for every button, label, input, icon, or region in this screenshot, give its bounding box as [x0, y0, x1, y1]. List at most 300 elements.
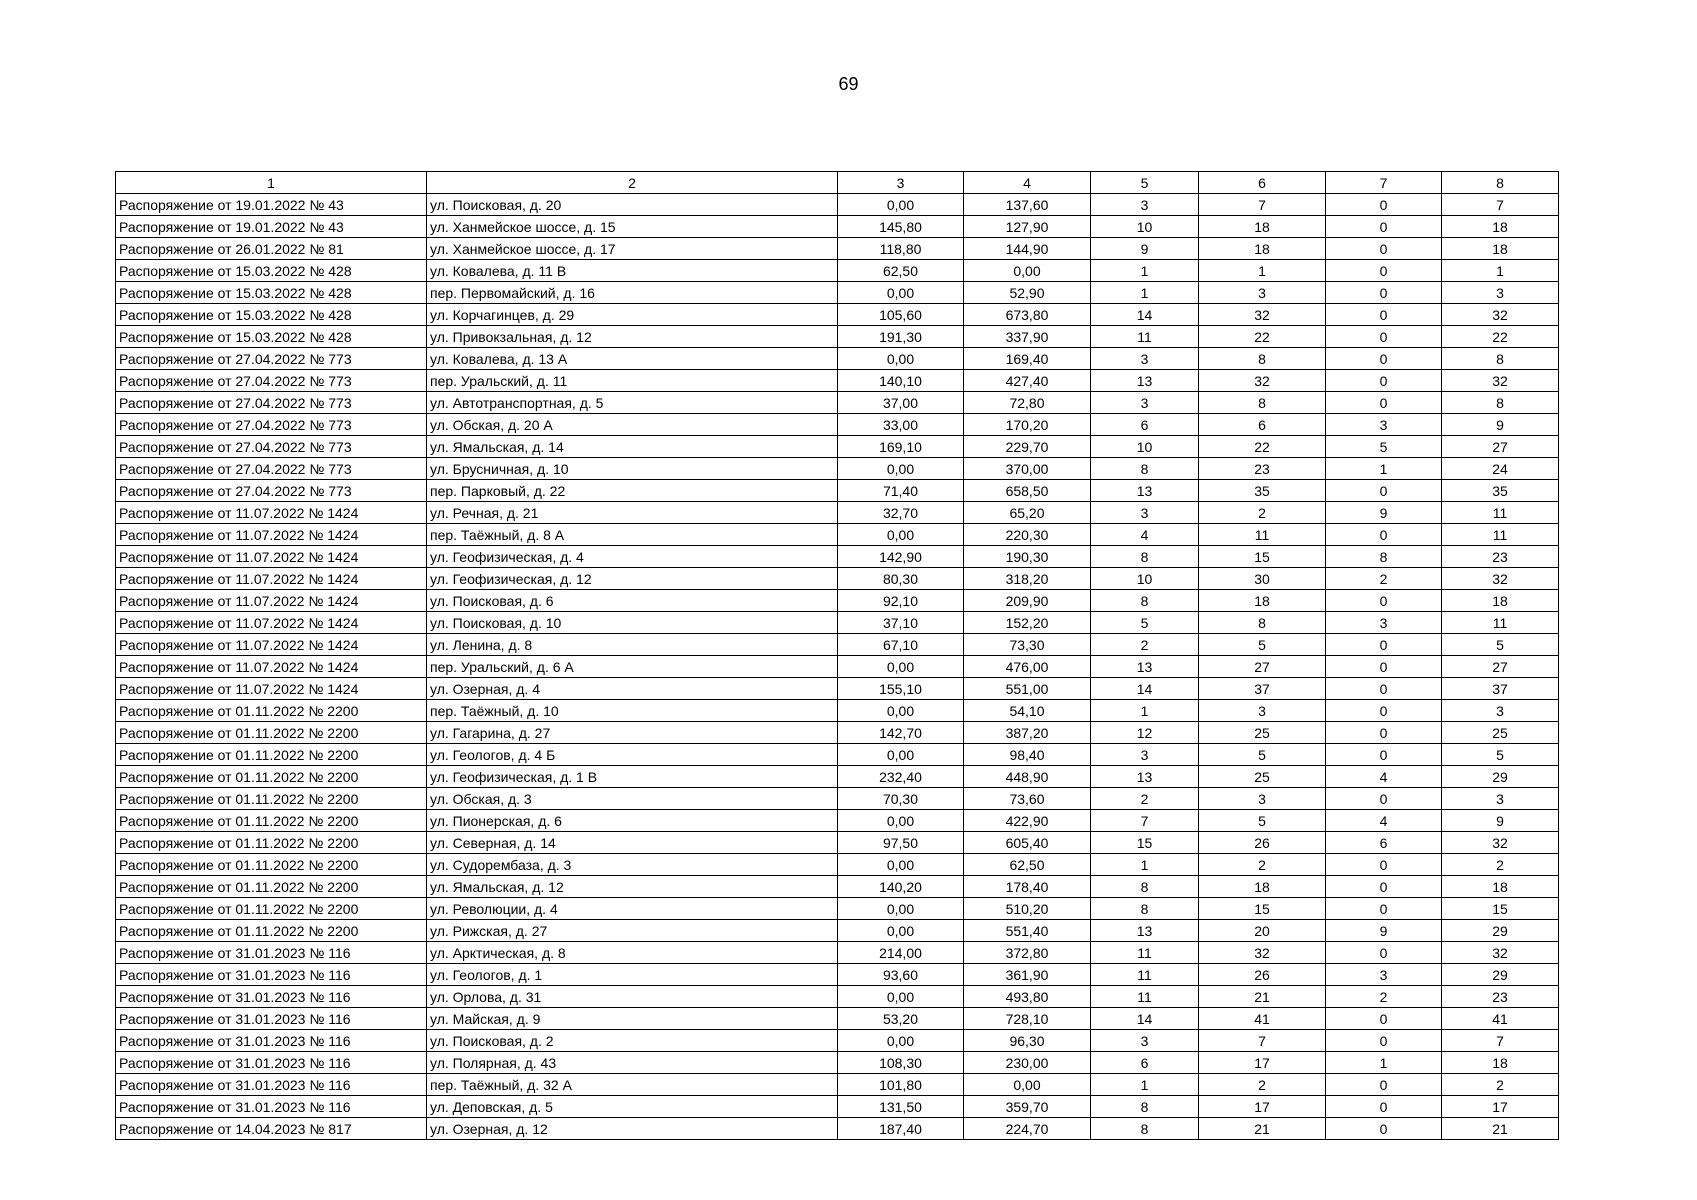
table-cell: 6 — [1199, 414, 1326, 436]
table-cell: 3 — [1442, 788, 1559, 810]
table-cell: 8 — [1199, 348, 1326, 370]
table-cell: 169,10 — [838, 436, 964, 458]
table-body — [116, 194, 1559, 1140]
table-cell: 224,70 — [964, 1118, 1091, 1140]
table-cell: 32 — [1442, 370, 1559, 392]
table-cell: 11 — [1091, 964, 1199, 986]
table-cell: 41 — [1442, 1008, 1559, 1030]
table-cell: 190,30 — [964, 546, 1091, 568]
table-cell: 32 — [1199, 370, 1326, 392]
table-row — [116, 1030, 1559, 1052]
table-cell: 0,00 — [838, 920, 964, 942]
table-cell: ул. Ханмейское шоссе, д. 15 — [427, 216, 838, 238]
table-cell: 18 — [1442, 590, 1559, 612]
table-cell: 37 — [1199, 678, 1326, 700]
table-cell: 26 — [1199, 964, 1326, 986]
table-cell: 0 — [1326, 1096, 1442, 1118]
table-cell: Распоряжение от 15.03.2022 № 428 — [116, 326, 427, 348]
table-row — [116, 854, 1559, 876]
table-cell: 23 — [1442, 986, 1559, 1008]
table-cell: 1 — [1326, 458, 1442, 480]
table-cell: Распоряжение от 31.01.2023 № 116 — [116, 986, 427, 1008]
table-cell: 372,80 — [964, 942, 1091, 964]
table-cell: 21 — [1199, 986, 1326, 1008]
table-cell: 18 — [1199, 590, 1326, 612]
table-row — [116, 1074, 1559, 1096]
table-cell: 9 — [1091, 238, 1199, 260]
table-cell: 8 — [1091, 546, 1199, 568]
table-cell: 0,00 — [838, 524, 964, 546]
table-cell: 32 — [1442, 832, 1559, 854]
table-cell: 52,90 — [964, 282, 1091, 304]
table-cell: 18 — [1442, 216, 1559, 238]
table-cell: 12 — [1091, 722, 1199, 744]
table-cell: 32 — [1442, 942, 1559, 964]
table-row — [116, 656, 1559, 678]
table-cell: 6 — [1326, 832, 1442, 854]
table-cell: 29 — [1442, 766, 1559, 788]
table-cell: 551,40 — [964, 920, 1091, 942]
table-cell: Распоряжение от 14.04.2023 № 817 — [116, 1118, 427, 1140]
table-cell: 37,10 — [838, 612, 964, 634]
table-cell: 11 — [1091, 942, 1199, 964]
table-cell: 131,50 — [838, 1096, 964, 1118]
table-cell: 0,00 — [964, 260, 1091, 282]
table-cell: 11 — [1091, 986, 1199, 1008]
table-cell: 18 — [1442, 1052, 1559, 1074]
table-cell: ул. Геологов, д. 4 Б — [427, 744, 838, 766]
table-cell: ул. Ковалева, д. 11 В — [427, 260, 838, 282]
table-cell: 0 — [1326, 370, 1442, 392]
table-cell: 3 — [1091, 744, 1199, 766]
table-row — [116, 898, 1559, 920]
table-cell: 493,80 — [964, 986, 1091, 1008]
table-cell: Распоряжение от 01.11.2022 № 2200 — [116, 810, 427, 832]
table-cell: 97,50 — [838, 832, 964, 854]
table-cell: 230,00 — [964, 1052, 1091, 1074]
table-cell: 15 — [1091, 832, 1199, 854]
table-cell: 155,10 — [838, 678, 964, 700]
table-row — [116, 238, 1559, 260]
table-row — [116, 612, 1559, 634]
table-row — [116, 194, 1559, 216]
table-cell: ул. Деповская, д. 5 — [427, 1096, 838, 1118]
table-cell: 15 — [1199, 546, 1326, 568]
table-cell: ул. Поисковая, д. 6 — [427, 590, 838, 612]
table-cell: 17 — [1199, 1096, 1326, 1118]
table-cell: ул. Озерная, д. 4 — [427, 678, 838, 700]
table-cell: 6 — [1091, 414, 1199, 436]
table-cell: 0,00 — [838, 700, 964, 722]
table-cell: Распоряжение от 27.04.2022 № 773 — [116, 458, 427, 480]
table-cell: 96,30 — [964, 1030, 1091, 1052]
table-row — [116, 590, 1559, 612]
table-cell: 65,20 — [964, 502, 1091, 524]
table-cell: 33,00 — [838, 414, 964, 436]
table-cell: 7 — [1199, 194, 1326, 216]
table-cell: 0,00 — [838, 656, 964, 678]
table-cell: 32 — [1442, 304, 1559, 326]
table-cell: 0 — [1326, 304, 1442, 326]
table-cell: 0 — [1326, 326, 1442, 348]
table-cell: 427,40 — [964, 370, 1091, 392]
table-cell: 70,30 — [838, 788, 964, 810]
table-cell: 9 — [1442, 414, 1559, 436]
table-cell: 3 — [1442, 282, 1559, 304]
table-cell: Распоряжение от 31.01.2023 № 116 — [116, 964, 427, 986]
table-cell: 21 — [1442, 1118, 1559, 1140]
table-cell: Распоряжение от 01.11.2022 № 2200 — [116, 744, 427, 766]
table-cell: 359,70 — [964, 1096, 1091, 1118]
table-cell: 0 — [1326, 392, 1442, 414]
table-cell: 24 — [1442, 458, 1559, 480]
table-cell: 18 — [1199, 216, 1326, 238]
column-header: 2 — [427, 172, 838, 194]
table-cell: 209,90 — [964, 590, 1091, 612]
table-cell: Распоряжение от 31.01.2023 № 116 — [116, 1096, 427, 1118]
table-cell: 37 — [1442, 678, 1559, 700]
table-cell: 9 — [1442, 810, 1559, 832]
table-cell: 32 — [1442, 568, 1559, 590]
table-cell: Распоряжение от 31.01.2023 № 116 — [116, 1030, 427, 1052]
table-cell: 62,50 — [838, 260, 964, 282]
table-cell: Распоряжение от 01.11.2022 № 2200 — [116, 876, 427, 898]
table-cell: 0 — [1326, 282, 1442, 304]
table-cell: 3 — [1326, 964, 1442, 986]
table-cell: Распоряжение от 11.07.2022 № 1424 — [116, 634, 427, 656]
table-cell: ул. Ковалева, д. 13 А — [427, 348, 838, 370]
table-cell: 11 — [1442, 502, 1559, 524]
table-header-row — [116, 172, 1559, 194]
column-header: 8 — [1442, 172, 1559, 194]
table-cell: 25 — [1199, 766, 1326, 788]
table-row — [116, 876, 1559, 898]
table-cell: 232,40 — [838, 766, 964, 788]
table-cell: 22 — [1199, 436, 1326, 458]
table-cell: 10 — [1091, 216, 1199, 238]
table-cell: 8 — [1091, 458, 1199, 480]
table-cell: 27 — [1442, 436, 1559, 458]
table-cell: 169,40 — [964, 348, 1091, 370]
table-cell: 2 — [1199, 502, 1326, 524]
table-row — [116, 348, 1559, 370]
table-cell: Распоряжение от 19.01.2022 № 43 — [116, 216, 427, 238]
table-row — [116, 700, 1559, 722]
table-cell: 127,90 — [964, 216, 1091, 238]
table-cell: 105,60 — [838, 304, 964, 326]
table-cell: 101,80 — [838, 1074, 964, 1096]
table-cell: 53,20 — [838, 1008, 964, 1030]
table-cell: 2 — [1091, 788, 1199, 810]
table-cell: Распоряжение от 11.07.2022 № 1424 — [116, 502, 427, 524]
table-cell: 11 — [1199, 524, 1326, 546]
table-cell: 8 — [1199, 612, 1326, 634]
table-cell: 23 — [1442, 546, 1559, 568]
table-cell: 3 — [1326, 612, 1442, 634]
table-row — [116, 942, 1559, 964]
table-cell: 0,00 — [838, 348, 964, 370]
table-cell: 1 — [1199, 260, 1326, 282]
table-cell: 1 — [1091, 854, 1199, 876]
table-cell: 0 — [1326, 260, 1442, 282]
table-cell: Распоряжение от 27.04.2022 № 773 — [116, 480, 427, 502]
table-cell: 0 — [1326, 876, 1442, 898]
table-cell: ул. Привокзальная, д. 12 — [427, 326, 838, 348]
table-cell: 98,40 — [964, 744, 1091, 766]
table-cell: 14 — [1091, 678, 1199, 700]
table-cell: 387,20 — [964, 722, 1091, 744]
table-cell: 5 — [1442, 634, 1559, 656]
table-cell: Распоряжение от 27.04.2022 № 773 — [116, 414, 427, 436]
table-cell: 35 — [1199, 480, 1326, 502]
table-cell: 17 — [1442, 1096, 1559, 1118]
table-cell: 1 — [1091, 1074, 1199, 1096]
table-cell: 229,70 — [964, 436, 1091, 458]
table-cell: 92,10 — [838, 590, 964, 612]
table-cell: пер. Уральский, д. 6 А — [427, 656, 838, 678]
table-cell: Распоряжение от 15.03.2022 № 428 — [116, 282, 427, 304]
table-cell: 370,00 — [964, 458, 1091, 480]
table-cell: Распоряжение от 27.04.2022 № 773 — [116, 348, 427, 370]
table-cell: Распоряжение от 11.07.2022 № 1424 — [116, 656, 427, 678]
table-cell: 2 — [1326, 986, 1442, 1008]
table-cell: ул. Революции, д. 4 — [427, 898, 838, 920]
table-cell: 72,80 — [964, 392, 1091, 414]
column-header: 6 — [1199, 172, 1326, 194]
table-row — [116, 546, 1559, 568]
table-cell: ул. Геофизическая, д. 4 — [427, 546, 838, 568]
table-cell: 140,20 — [838, 876, 964, 898]
table-row — [116, 986, 1559, 1008]
table-cell: 0 — [1326, 1074, 1442, 1096]
table-cell: 73,30 — [964, 634, 1091, 656]
table-cell: 10 — [1091, 568, 1199, 590]
table-cell: 8 — [1091, 1118, 1199, 1140]
table-cell: Распоряжение от 15.03.2022 № 428 — [116, 304, 427, 326]
table-cell: 422,90 — [964, 810, 1091, 832]
table-cell: 0 — [1326, 590, 1442, 612]
table-cell: Распоряжение от 11.07.2022 № 1424 — [116, 524, 427, 546]
table-cell: 118,80 — [838, 238, 964, 260]
table-cell: ул. Поисковая, д. 2 — [427, 1030, 838, 1052]
table-cell: пер. Таёжный, д. 32 А — [427, 1074, 838, 1096]
table-cell: 20 — [1199, 920, 1326, 942]
table-row — [116, 1052, 1559, 1074]
table-row — [116, 480, 1559, 502]
table-row — [116, 722, 1559, 744]
table-cell: Распоряжение от 27.04.2022 № 773 — [116, 392, 427, 414]
table-cell: 3 — [1091, 348, 1199, 370]
table-cell: 0 — [1326, 216, 1442, 238]
table-cell: 4 — [1326, 766, 1442, 788]
table-cell: 3 — [1326, 414, 1442, 436]
table-cell: пер. Уральский, д. 11 — [427, 370, 838, 392]
table-cell: Распоряжение от 26.01.2022 № 81 — [116, 238, 427, 260]
table-cell: 7 — [1091, 810, 1199, 832]
table-row — [116, 304, 1559, 326]
table-cell: 0,00 — [838, 986, 964, 1008]
table-cell: 1 — [1091, 260, 1199, 282]
table-cell: 191,30 — [838, 326, 964, 348]
table-cell: 6 — [1091, 1052, 1199, 1074]
table-cell: ул. Орлова, д. 31 — [427, 986, 838, 1008]
table-cell: 21 — [1199, 1118, 1326, 1140]
table-cell: 5 — [1199, 744, 1326, 766]
table-cell: ул. Автотранспортная, д. 5 — [427, 392, 838, 414]
table-cell: 29 — [1442, 920, 1559, 942]
table-cell: 13 — [1091, 920, 1199, 942]
table-cell: 0 — [1326, 194, 1442, 216]
table-cell: Распоряжение от 01.11.2022 № 2200 — [116, 766, 427, 788]
table-cell: 23 — [1199, 458, 1326, 480]
table-cell: 214,00 — [838, 942, 964, 964]
table-cell: 54,10 — [964, 700, 1091, 722]
table-row — [116, 1096, 1559, 1118]
table-row — [116, 282, 1559, 304]
table-cell: 29 — [1442, 964, 1559, 986]
table-cell: Распоряжение от 11.07.2022 № 1424 — [116, 590, 427, 612]
table-cell: 1 — [1326, 1052, 1442, 1074]
table-cell: 0,00 — [838, 854, 964, 876]
table-cell: 3 — [1091, 392, 1199, 414]
table-cell: 170,20 — [964, 414, 1091, 436]
table-cell: 0 — [1326, 722, 1442, 744]
table-cell: 17 — [1199, 1052, 1326, 1074]
table-cell: Распоряжение от 01.11.2022 № 2200 — [116, 854, 427, 876]
table-cell: Распоряжение от 27.04.2022 № 773 — [116, 436, 427, 458]
table-cell: Распоряжение от 31.01.2023 № 116 — [116, 1074, 427, 1096]
table-cell: 93,60 — [838, 964, 964, 986]
table-cell: 0 — [1326, 634, 1442, 656]
table-cell: Распоряжение от 01.11.2022 № 2200 — [116, 788, 427, 810]
table-cell: 11 — [1442, 612, 1559, 634]
table-cell: 728,10 — [964, 1008, 1091, 1030]
table-row — [116, 568, 1559, 590]
table-cell: ул. Судорембаза, д. 3 — [427, 854, 838, 876]
table-cell: ул. Брусничная, д. 10 — [427, 458, 838, 480]
table-cell: 0 — [1326, 1008, 1442, 1030]
table-cell: 27 — [1442, 656, 1559, 678]
table-row — [116, 832, 1559, 854]
table-cell: 8 — [1091, 1096, 1199, 1118]
table-cell: ул. Геологов, д. 1 — [427, 964, 838, 986]
table-cell: 18 — [1442, 876, 1559, 898]
table-cell: 32 — [1199, 942, 1326, 964]
table-cell: 551,00 — [964, 678, 1091, 700]
table-cell: 3 — [1091, 194, 1199, 216]
table-row — [116, 216, 1559, 238]
table-row — [116, 260, 1559, 282]
table-cell: 13 — [1091, 656, 1199, 678]
table-cell: 3 — [1199, 282, 1326, 304]
table-cell: 0 — [1326, 1118, 1442, 1140]
table-cell: ул. Ямальская, д. 14 — [427, 436, 838, 458]
table-cell: 0,00 — [838, 282, 964, 304]
table-cell: 35 — [1442, 480, 1559, 502]
table-cell: ул. Ямальская, д. 12 — [427, 876, 838, 898]
table-cell: 0 — [1326, 678, 1442, 700]
table-cell: ул. Ханмейское шоссе, д. 17 — [427, 238, 838, 260]
table-cell: ул. Полярная, д. 43 — [427, 1052, 838, 1074]
table-cell: ул. Арктическая, д. 8 — [427, 942, 838, 964]
table-row — [116, 326, 1559, 348]
table-cell: ул. Рижская, д. 27 — [427, 920, 838, 942]
table-row — [116, 810, 1559, 832]
table-row — [116, 414, 1559, 436]
table-cell: 32 — [1199, 304, 1326, 326]
table-cell: 0,00 — [838, 810, 964, 832]
table-cell: 318,20 — [964, 568, 1091, 590]
table-cell: 11 — [1442, 524, 1559, 546]
table-cell: Распоряжение от 01.11.2022 № 2200 — [116, 700, 427, 722]
table-row — [116, 502, 1559, 524]
table-row — [116, 788, 1559, 810]
table-cell: 673,80 — [964, 304, 1091, 326]
table-cell: 144,90 — [964, 238, 1091, 260]
table-cell: 32,70 — [838, 502, 964, 524]
table-cell: 13 — [1091, 370, 1199, 392]
table-row — [116, 370, 1559, 392]
data-table — [115, 171, 1559, 1140]
table-cell: 3 — [1091, 1030, 1199, 1052]
table-cell: 0,00 — [838, 744, 964, 766]
table-cell: 3 — [1442, 700, 1559, 722]
table-cell: 476,00 — [964, 656, 1091, 678]
table-cell: 510,20 — [964, 898, 1091, 920]
table-cell: 2 — [1326, 568, 1442, 590]
table-cell: 15 — [1199, 898, 1326, 920]
table-cell: ул. Майская, д. 9 — [427, 1008, 838, 1030]
column-header: 3 — [838, 172, 964, 194]
table-row — [116, 678, 1559, 700]
table-cell: Распоряжение от 01.11.2022 № 2200 — [116, 722, 427, 744]
table-cell: 142,70 — [838, 722, 964, 744]
table-cell: 13 — [1091, 766, 1199, 788]
table-cell: Распоряжение от 11.07.2022 № 1424 — [116, 568, 427, 590]
table-cell: 7 — [1442, 1030, 1559, 1052]
table-cell: 2 — [1091, 634, 1199, 656]
table-cell: Распоряжение от 11.07.2022 № 1424 — [116, 546, 427, 568]
table-cell: 0 — [1326, 1030, 1442, 1052]
table-cell: 18 — [1199, 876, 1326, 898]
table-cell: 178,40 — [964, 876, 1091, 898]
table-cell: ул. Поисковая, д. 20 — [427, 194, 838, 216]
table-cell: Распоряжение от 31.01.2023 № 116 — [116, 1008, 427, 1030]
table-cell: 0,00 — [838, 194, 964, 216]
table-cell: 0 — [1326, 942, 1442, 964]
table-cell: 137,60 — [964, 194, 1091, 216]
table-cell: 0 — [1326, 744, 1442, 766]
table-cell: 142,90 — [838, 546, 964, 568]
table-cell: 0 — [1326, 656, 1442, 678]
table-cell: 22 — [1199, 326, 1326, 348]
table-cell: Распоряжение от 15.03.2022 № 428 — [116, 260, 427, 282]
table-row — [116, 392, 1559, 414]
table-cell: ул. Гагарина, д. 27 — [427, 722, 838, 744]
column-header: 1 — [116, 172, 427, 194]
table-cell: 18 — [1199, 238, 1326, 260]
page-number: 69 — [838, 74, 859, 94]
table-cell: 14 — [1091, 304, 1199, 326]
table-cell: 2 — [1199, 854, 1326, 876]
table-cell: Распоряжение от 31.01.2023 № 116 — [116, 942, 427, 964]
table-cell: 152,20 — [964, 612, 1091, 634]
table-cell: 25 — [1199, 722, 1326, 744]
table-cell: ул. Поисковая, д. 10 — [427, 612, 838, 634]
table-cell: Распоряжение от 01.11.2022 № 2200 — [116, 898, 427, 920]
table-cell: пер. Парковый, д. 22 — [427, 480, 838, 502]
table-cell: 71,40 — [838, 480, 964, 502]
